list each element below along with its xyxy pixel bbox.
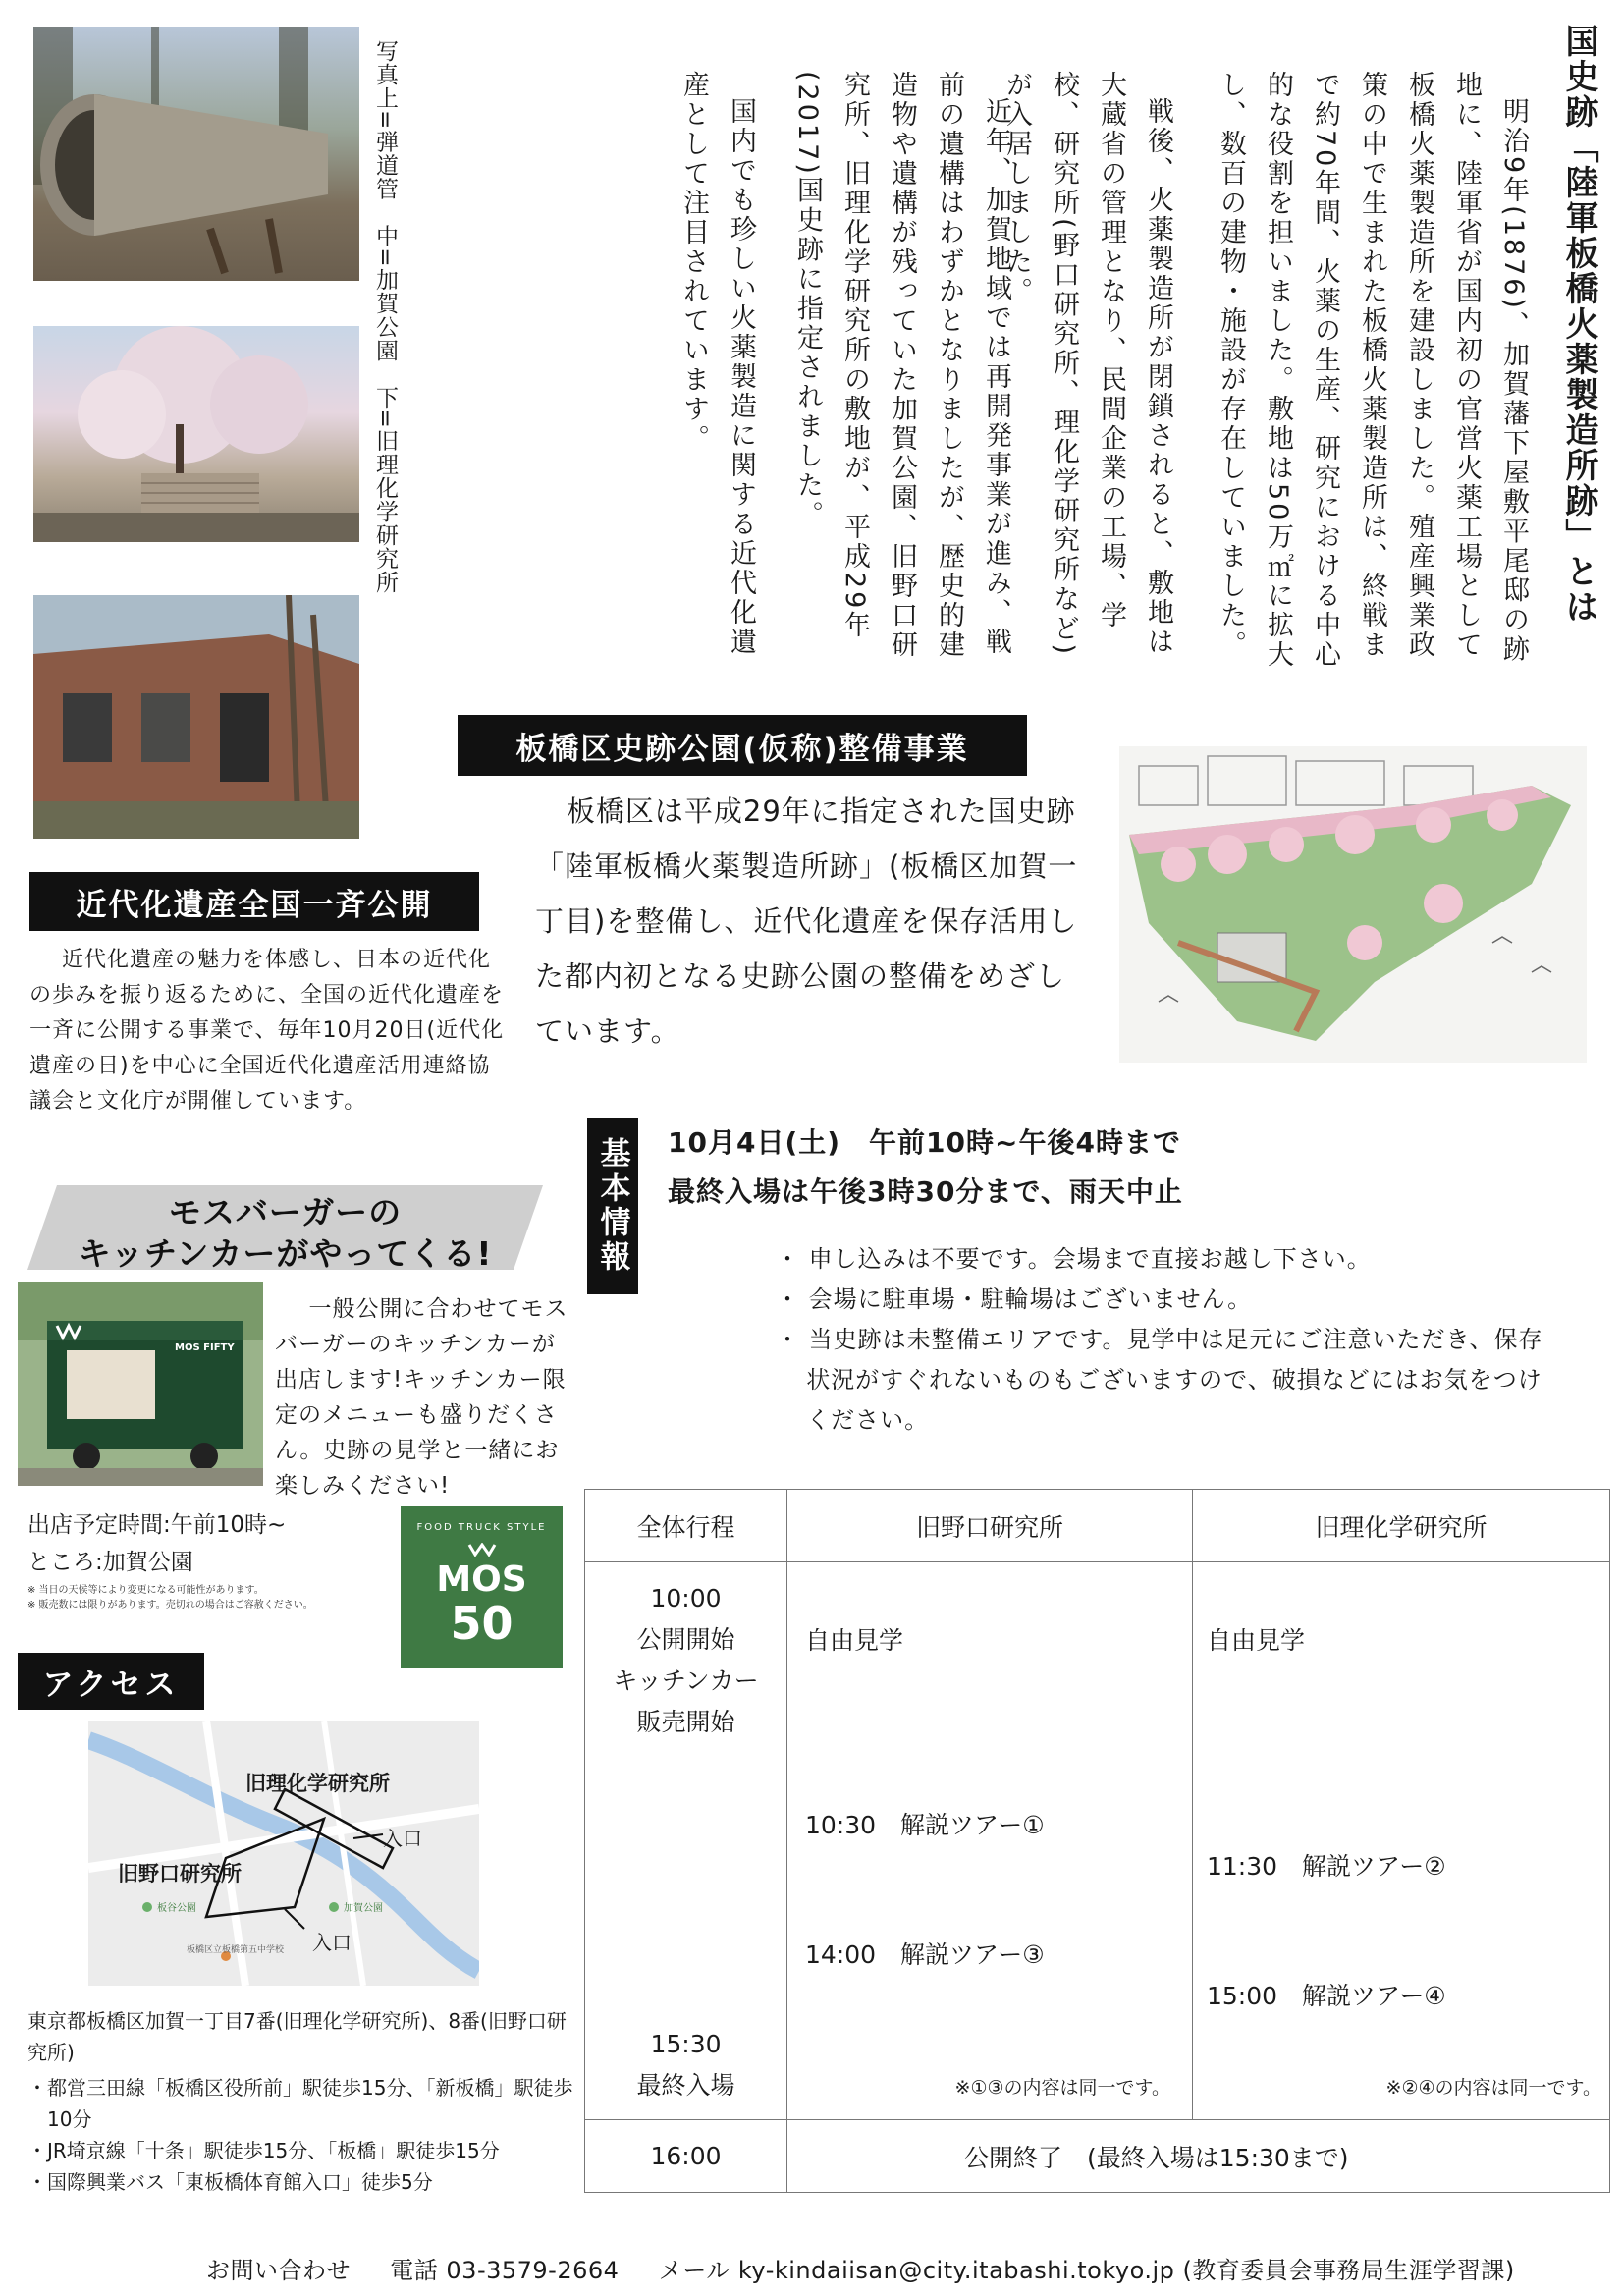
- basic-bullets: [776, 1239, 1551, 1441]
- riken-note: ※②④の内容は同一です。: [1385, 2077, 1601, 2099]
- intro-paragraph-3: 近年、加賀地域では再開発事業が進み、戦前の遺構はわずかとなりましたが、歴史的建造物や遺構が残っていた加賀公園、旧野口研究所、旧理化学研究所の敷地が、平成29年(2017)国史跡に指定されました。: [792, 71, 1011, 660]
- schedule-riken-cell: [1193, 1562, 1610, 2120]
- basic-bullet-2: ・ 会場に駐車場・駐輪場はございません。: [776, 1285, 1253, 1313]
- riken-tour-4: 15:00 解説ツアー④: [1207, 1982, 1446, 2010]
- kaga-park-photo: [33, 326, 359, 542]
- intro-paragraph-1: 明治9年(1876)、加賀藩下屋敷平尾邸の跡地に、陸軍省が国内初の官営火薬工場として板橋火薬製造所を建設しました。殖産興業政策の中で生まれた板橋火薬製造所は、終戦まで約70年間、火薬の生産、研究における中心的な役割を担いました。敷地は50万㎡に拡大し、数百の建物・施設が存在していました。: [1216, 71, 1529, 671]
- contact-mail[interactable]: メール ky-kindaiisan@city.itabashi.tokyo.jp: [658, 2257, 1175, 2284]
- access-route-2: ・JR埼京線「十条」駅徒歩15分、「板橋」駅徒歩15分: [27, 2139, 500, 2162]
- park-plan-illustration: [1119, 746, 1587, 1063]
- mos-banner-line2: キッチンカーがやってくる!: [78, 1234, 493, 1273]
- mos-note-2: ※ 販売数には限りがあります。売切れの場合はご容赦ください。: [27, 1600, 313, 1611]
- mos-time: 出店予定時間:午前10時~: [27, 1512, 287, 1538]
- schedule-header-noguchi: 旧野口研究所: [787, 1490, 1193, 1562]
- riken-free-tour: 自由見学: [1207, 1626, 1306, 1655]
- contact-label: お問い合わせ: [206, 2257, 351, 2284]
- basic-bullet-3-text: 当史跡は未整備エリアです。見学中は足元にご注意いただき、保存状況がすぐれないものもございますので、破損などにはお気をつけください。: [806, 1326, 1543, 1434]
- overall-start-time: 10:00: [650, 1584, 722, 1613]
- park-project-body: 板橋区は平成29年に指定された国史跡「陸軍板橋火薬製造所跡」(板橋区加賀一丁目)を整備し、近代化遺産を保存活用した都内初となる史跡公園の整備をめざしています。: [535, 794, 1078, 1048]
- map-entrance-1: 入口: [383, 1827, 422, 1850]
- mos-body: 一般公開に合わせてモスバーガーのキッチンカーが出店します!キッチンカー限定のメニューも盛りだくさん。史跡の見学と一緒にお楽しみください!: [275, 1296, 568, 1499]
- intro-paragraph-2: 戦後、火薬製造所が閉鎖されると、敷地は大蔵省の管理となり、民間企業の工場、学校、研究所(野口研究所、理化学研究所など)が入居しました。: [1001, 71, 1173, 658]
- basic-bullet-3: ・ 当史跡は未整備エリアです。見学中は足元にご注意いただき、保存状況がすぐれないものもございますので、破損などにはお気をつけください。: [776, 1326, 1543, 1434]
- overall-last-label: 最終入場: [636, 2071, 735, 2100]
- schedule-header-overall: 全体行程: [585, 1490, 787, 1562]
- basic-line-2: 最終入場は午後3時30分まで、雨天中止: [668, 1175, 1183, 1208]
- access-route-1: ・都営三田線「板橋区役所前」駅徒歩15分、「新板橋」駅徒歩10分: [27, 2076, 573, 2131]
- park-project-heading: 板橋区史跡公園(仮称)整備事業: [458, 715, 1027, 776]
- mos-logo-mark: [467, 1542, 497, 1556]
- map-place-1: 板谷公園: [157, 1903, 196, 1914]
- schedule-overall-cell: [585, 1562, 787, 2120]
- access-address: 東京都板橋区加賀一丁目7番(旧理化学研究所)、8番(旧野口研究所): [27, 2009, 567, 2064]
- overall-sale-start: 販売開始: [636, 1708, 735, 1736]
- modern-heritage-heading: 近代化遺産全国一斉公開: [29, 872, 479, 931]
- mos-logo-number: 50: [450, 1597, 514, 1650]
- intro-paragraph-4: 国内でも珍しい火薬製造に関する近代化遺産として注目されています。: [678, 71, 756, 657]
- basic-bullet-2-text: 会場に駐車場・駐輪場はございません。: [808, 1285, 1253, 1313]
- noguchi-free-tour: 自由見学: [805, 1626, 904, 1655]
- contact-dept: (教育委員会事務局生涯学習課): [1182, 2257, 1515, 2284]
- ballistic-tube-photo: [33, 27, 359, 281]
- basic-info-label: 基本情報: [587, 1118, 638, 1294]
- access-route-1-text: 都営三田線「板橋区役所前」駅徒歩15分、「新板橋」駅徒歩10分: [47, 2076, 573, 2131]
- noguchi-tour-1: 10:30 解説ツアー①: [805, 1811, 1045, 1839]
- photo-caption: 写真上=弾道管 中=加賀公園 下=旧理化学研究所: [372, 39, 398, 594]
- schedule-end-row: [585, 2120, 1610, 2193]
- schedule-body-row: [585, 1562, 1610, 2120]
- basic-bullet-1: ・ 申し込みは不要です。会場まで直接お越し下さい。: [776, 1245, 1372, 1273]
- map-entrance-2: 入口: [312, 1931, 352, 1954]
- map-place-2: 加賀公園: [344, 1903, 383, 1914]
- mos-place: ところ:加賀公園: [27, 1550, 193, 1575]
- modern-heritage-body: 近代化遺産の魅力を体感し、日本の近代化の歩みを振り返るために、全国の近代化遺産を一斉に公開する事業で、毎年10月20日(近代化遺産の日)を中心に全国近代化遺産活用連絡協議会と文化庁が開催しています。: [29, 948, 505, 1114]
- schedule-noguchi-cell: [787, 1562, 1193, 2120]
- access-heading: アクセス: [18, 1653, 204, 1710]
- basic-line-1: 10月4日(土) 午前10時~午後4時まで: [668, 1126, 1181, 1159]
- access-map: [88, 1721, 479, 1986]
- schedule-header-row: [585, 1490, 1610, 1562]
- contact-phone: 電話 03-3579-2664: [390, 2257, 620, 2284]
- mos-logo-text: MOS: [436, 1559, 527, 1600]
- access-routes: [27, 2072, 577, 2198]
- kitchen-car-photo: [18, 1282, 263, 1486]
- contact-line: [206, 2251, 1515, 2285]
- truck-sign: MOS FIFTY: [175, 1342, 235, 1353]
- basic-bullet-1-text: 申し込みは不要です。会場まで直接お越し下さい。: [808, 1245, 1372, 1273]
- mos-banner-line1: モスバーガーの: [168, 1193, 403, 1231]
- noguchi-tour-3: 14:00 解説ツアー③: [805, 1941, 1045, 1969]
- map-place-3: 板橋区立板橋第五中学校: [187, 1945, 285, 1955]
- map-label-noguchi: 旧野口研究所: [118, 1862, 242, 1886]
- schedule-header-riken: 旧理化学研究所: [1193, 1490, 1610, 1562]
- riken-tour-2: 11:30 解説ツアー②: [1207, 1852, 1446, 1881]
- mos-logo-top: FOOD TRUCK STYLE: [416, 1522, 547, 1533]
- mos-note-1: ※ 当日の天候等により変更になる可能性があります。: [27, 1585, 264, 1596]
- overall-start-label: 公開開始: [636, 1625, 735, 1654]
- schedule-end-time: 16:00: [585, 2120, 787, 2193]
- schedule-end-text: 公開終了 (最終入場は15:30まで): [787, 2120, 1610, 2193]
- access-route-3: ・国際興業バス「東板橋体育館入口」徒歩5分: [27, 2170, 433, 2194]
- mos-logo: [401, 1506, 563, 1668]
- mos-banner: [27, 1183, 543, 1272]
- overall-last-time: 15:30: [650, 2030, 722, 2058]
- access-route-3-text: 国際興業バス「東板橋体育館入口」徒歩5分: [47, 2170, 433, 2194]
- map-label-riken: 旧理化学研究所: [245, 1772, 390, 1795]
- overall-kitchen-car: キッチンカー: [613, 1667, 759, 1695]
- schedule-table: [584, 1489, 1610, 2193]
- intro-title: 国史跡「陸軍板橋火薬製造所跡」とは: [1559, 24, 1598, 625]
- noguchi-note: ※①③の内容は同一です。: [954, 2077, 1170, 2099]
- access-route-2-text: JR埼京線「十条」駅徒歩15分、「板橋」駅徒歩15分: [47, 2139, 500, 2162]
- riken-building-photo: [33, 595, 359, 839]
